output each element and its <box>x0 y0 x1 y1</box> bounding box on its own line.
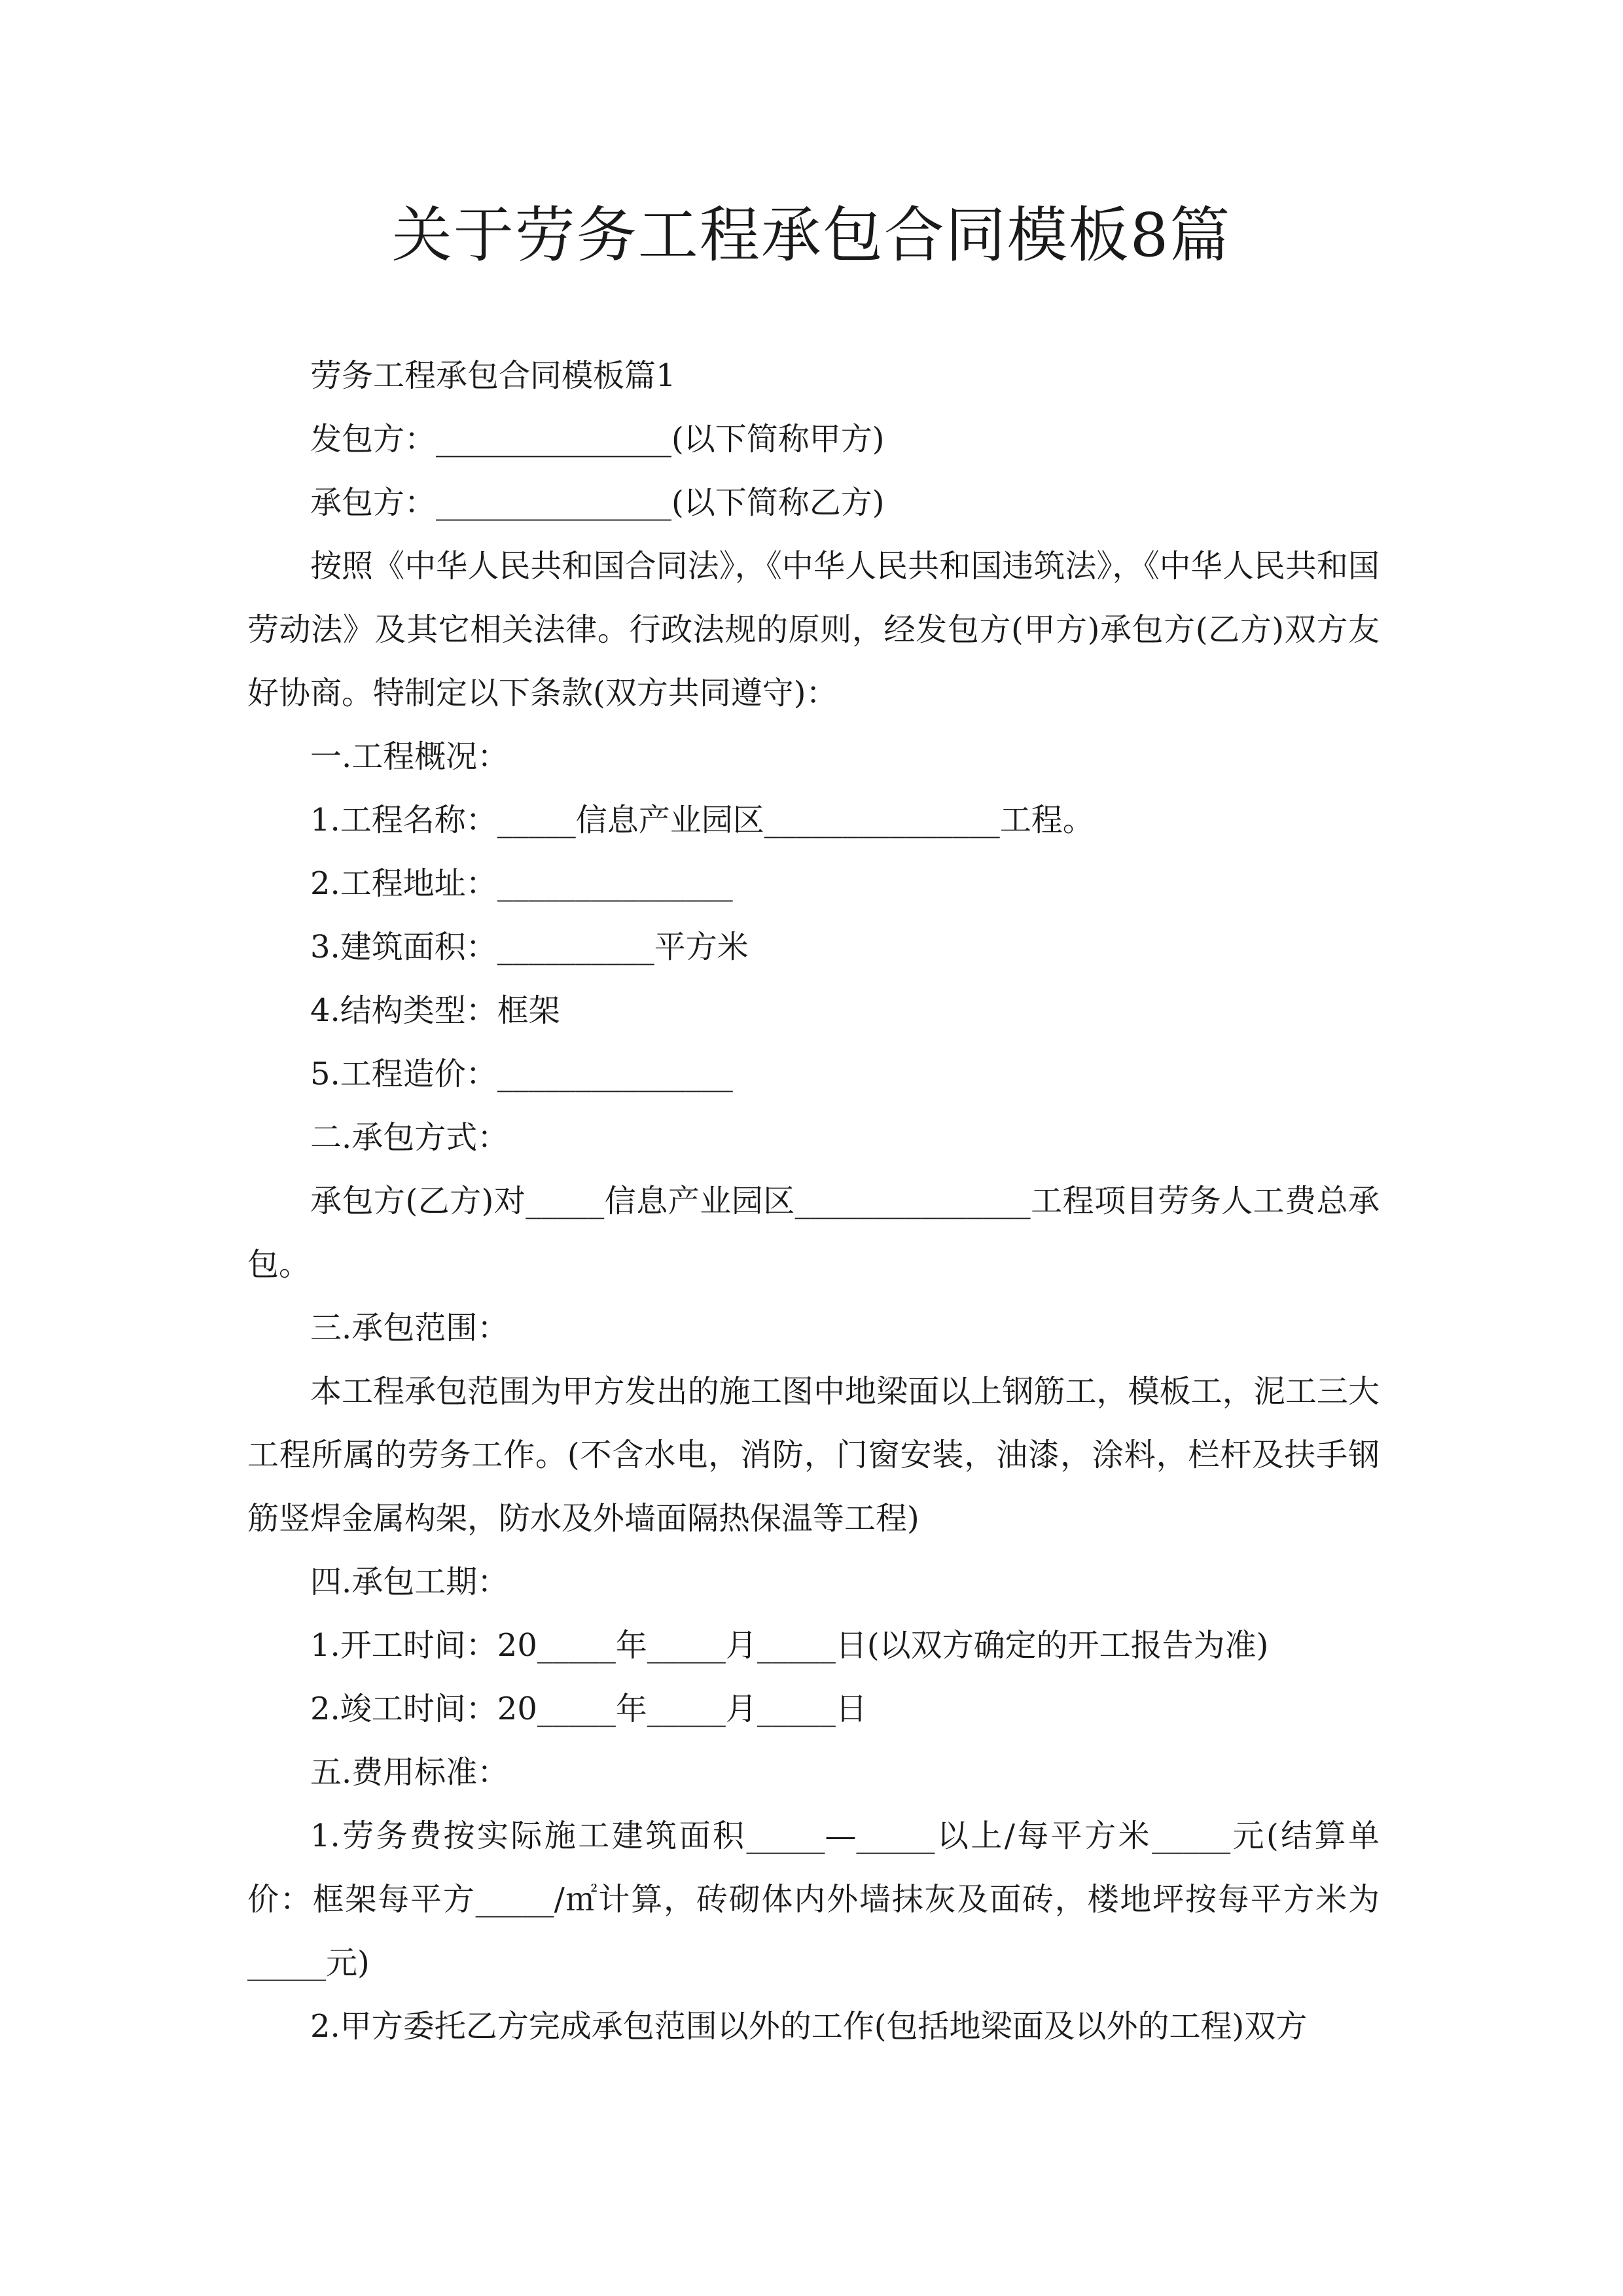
clause-item: 2.工程地址：_______________ <box>310 865 733 902</box>
clause-paragraph: 1.劳务费按实际施工建筑面积_____—_____以上/每平方米_____元(结算单价：框架每平方_____/㎡计算，砖砌体内外墙抹灰及面砖，楼地坪按每平方米为_____元) <box>247 1818 1380 1981</box>
document-body <box>247 344 1380 2058</box>
clause-heading: 一.工程概况： <box>310 738 509 775</box>
clause-heading: 二.承包方式： <box>310 1119 509 1156</box>
clause-paragraph: 2.甲方委托乙方完成承包范围以外的工作(包括地梁面及以外的工程)双方 <box>310 2008 1308 2045</box>
party-b-line: 承包方：_______________(以下简称乙方) <box>310 484 885 521</box>
clause-item: 3.建筑面积：__________平方米 <box>310 929 749 965</box>
party-a-line: 发包方：_______________(以下简称甲方) <box>310 421 885 457</box>
clause-item: 2.竣工时间：20_____年_____月_____日 <box>310 1691 867 1727</box>
preamble-paragraph: 按照《中华人民共和国合同法》，《中华人民共和国违筑法》，《中华人民共和国劳动法》及其它相关法律。行政法规的原则，经发包方(甲方)承包方(乙方)双方友好协商。特制定以下条款(双方共同遵守)： <box>247 548 1380 711</box>
clause-heading: 三.承包范围： <box>310 1310 509 1346</box>
document-title: 关于劳务工程承包合同模板8篇 <box>391 200 1232 270</box>
clause-heading: 五.费用标准： <box>310 1754 509 1791</box>
clause-item: 4.结构类型：框架 <box>310 992 560 1029</box>
clause-heading: 四.承包工期： <box>310 1564 509 1600</box>
clause-item: 1.工程名称：_____信息产业园区_______________工程。 <box>310 802 1094 838</box>
clause-item: 1.开工时间：20_____年_____月_____日(以双方确定的开工报告为准) <box>310 1627 1269 1664</box>
clause-paragraph: 承包方(乙方)对_____信息产业园区_______________工程项目劳务人工费总承包。 <box>247 1183 1380 1283</box>
section-heading: 劳务工程承包合同模板篇1 <box>310 357 676 394</box>
clause-paragraph: 本工程承包范围为甲方发出的施工图中地梁面以上钢筋工，模板工，泥工三大工程所属的劳务工作。(不含水电，消防，门窗安装，油漆，涂料，栏杆及扶手钢筋竖焊金属构架，防水及外墙面隔热保温等工程) <box>247 1373 1380 1537</box>
clause-item: 5.工程造价：_______________ <box>310 1056 733 1092</box>
